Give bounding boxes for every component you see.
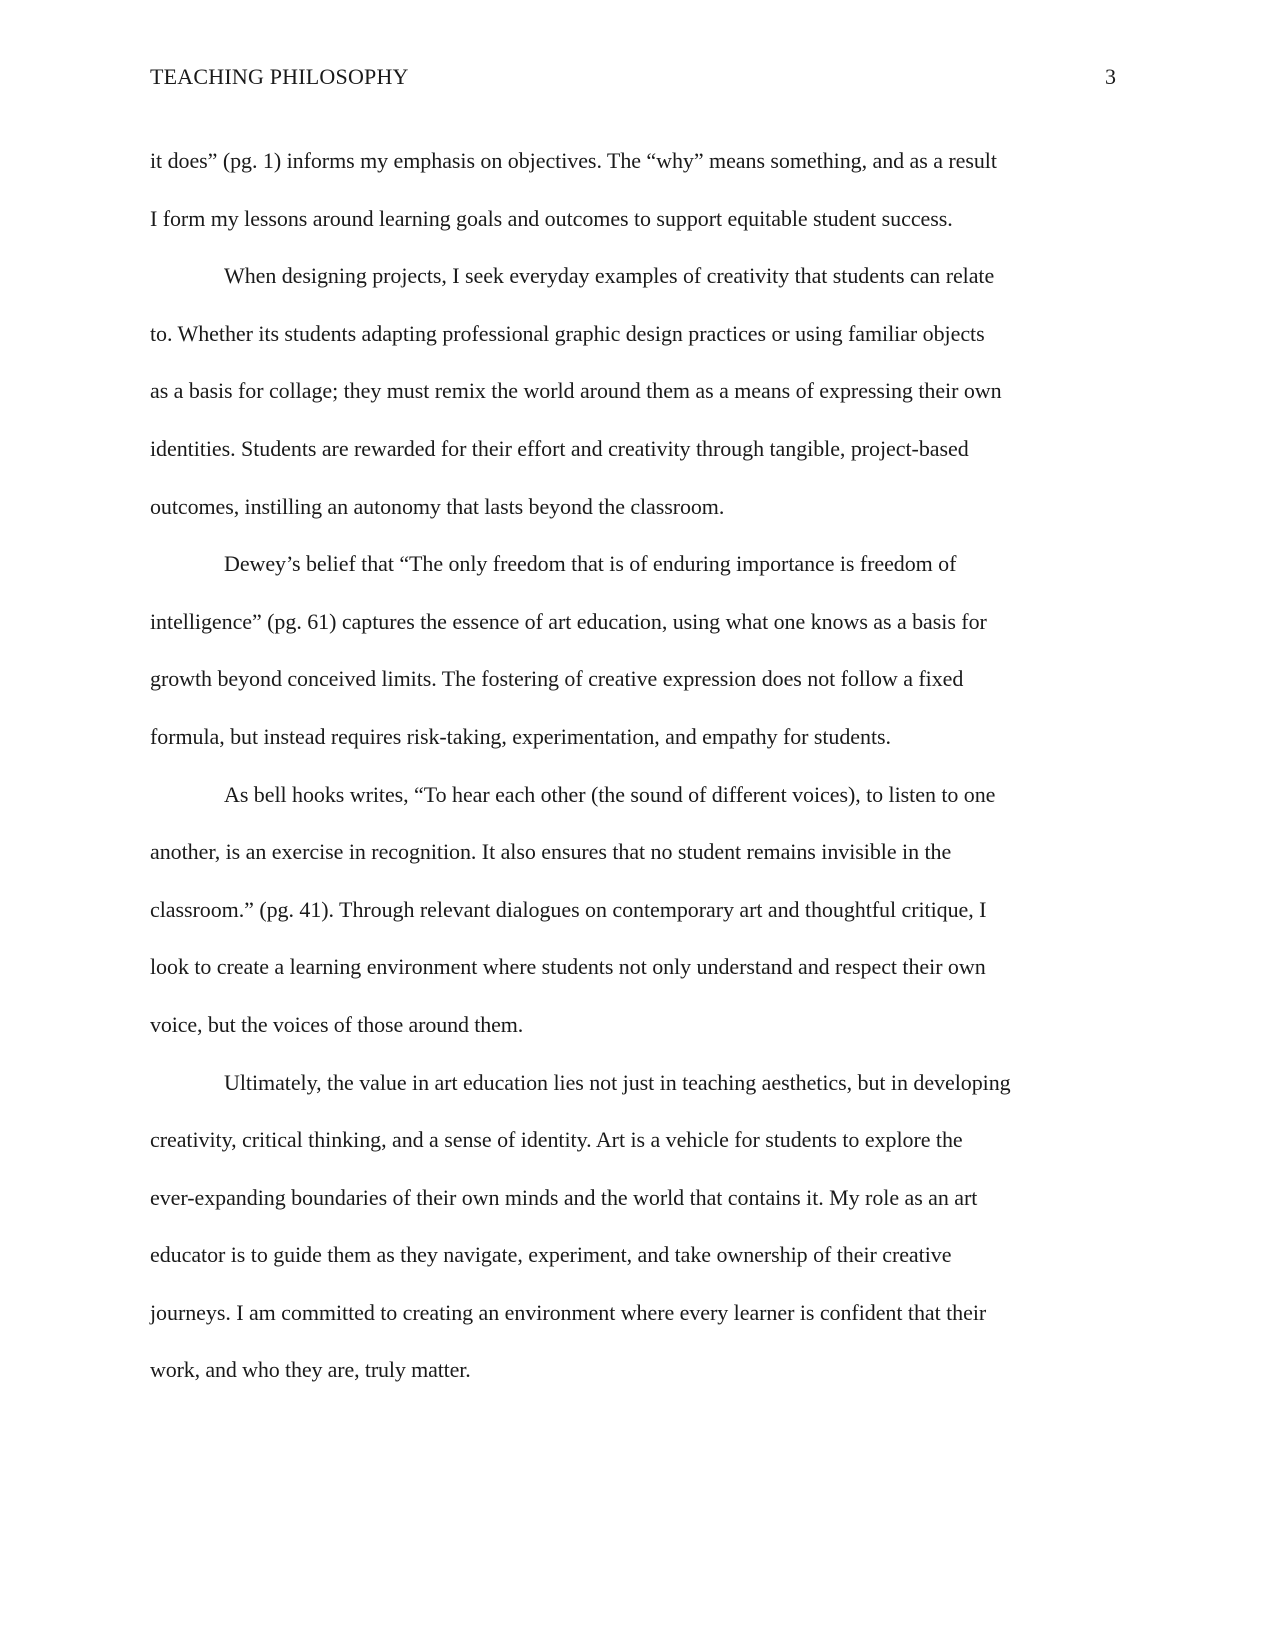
text-line: identities. Students are rewarded for their effort and creativity through tangible, project-based xyxy=(150,435,969,461)
text-line: to. Whether its students adapting professional graphic design practices or using familiar objects xyxy=(150,320,985,346)
paragraph-first-line: As bell hooks writes, “To hear each other (the sound of different voices), to listen to one xyxy=(224,781,996,807)
text-line: intelligence” (pg. 61) captures the essence of art education, using what one knows as a basis for xyxy=(150,608,987,634)
text-line: as a basis for collage; they must remix the world around them as a means of expressing their own xyxy=(150,378,1002,404)
text-line: growth beyond conceived limits. The fostering of creative expression does not follow a fixed xyxy=(150,666,964,692)
text-line: it does” (pg. 1) informs my emphasis on objectives. The “why” means something, and as a result xyxy=(150,148,997,173)
paragraph-first-line: When designing projects, I seek everyday examples of creativity that students can relate xyxy=(224,263,995,289)
text-line: creativity, critical thinking, and a sense of identity. Art is a vehicle for students to explore the xyxy=(150,1127,963,1153)
paragraph-first-line: Dewey’s belief that “The only freedom that is of enduring importance is freedom of xyxy=(224,551,957,577)
text-line: outcomes, instilling an autonomy that lasts beyond the classroom. xyxy=(150,493,725,519)
text-line: ever-expanding boundaries of their own minds and the world that contains it. My role as an art xyxy=(150,1184,978,1210)
text-line: educator is to guide them as they navigate, experiment, and take ownership of their creative xyxy=(150,1242,952,1268)
text-line: I form my lessons around learning goals and outcomes to support equitable student success. xyxy=(150,205,953,231)
text-line: work, and who they are, truly matter. xyxy=(150,1357,471,1383)
page-number: 3 xyxy=(1105,64,1116,89)
running-head: TEACHING PHILOSOPHY xyxy=(150,64,409,89)
text-line: journeys. I am committed to creating an environment where every learner is confident that their xyxy=(150,1299,987,1325)
text-line: look to create a learning environment where students not only understand and respect their own xyxy=(150,954,986,980)
text-line: classroom.” (pg. 41). Through relevant dialogues on contemporary art and thoughtful critique, I xyxy=(150,896,987,922)
text-line: formula, but instead requires risk-taking, experimentation, and empathy for students. xyxy=(150,723,891,749)
body-text xyxy=(150,145,1130,1412)
text-line: voice, but the voices of those around them. xyxy=(150,1011,524,1037)
paragraph-first-line: Ultimately, the value in art education lies not just in teaching aesthetics, but in developing xyxy=(224,1069,1011,1095)
text-line: another, is an exercise in recognition. It also ensures that no student remains invisible in the xyxy=(150,839,952,865)
